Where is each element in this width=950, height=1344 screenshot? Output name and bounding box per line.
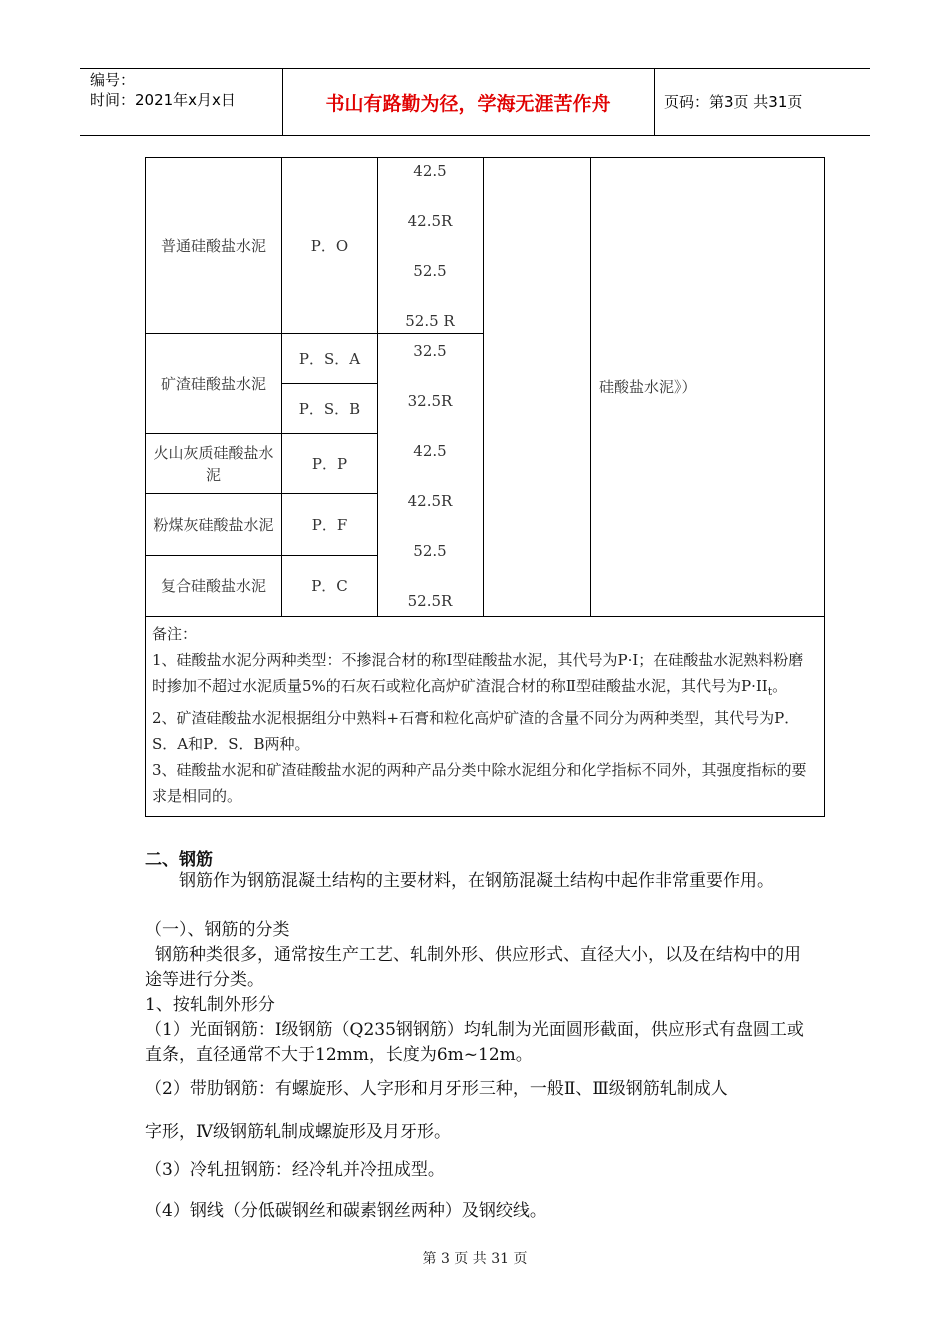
point-heading: 1、按轧制外形分 (145, 995, 275, 1015)
table-notes (152, 621, 818, 809)
rebar-type-item: （3）冷轧扭钢筋：经冷轧并冷扭成型。 (145, 1160, 445, 1180)
notes-item: 1、硅酸盐水泥分两种类型：不掺混合材的称Ⅰ型硅酸盐水泥，其代号为P·I；在硅酸盐水泥熟料粉磨时掺加不超过水泥质量5%的石灰石或粒化高炉矿渣混合材的称Ⅱ型硅酸盐水泥，其代号为$P\cdot II_t$。 (152, 651, 804, 698)
table-border (145, 616, 825, 617)
sub-intro: 钢筋种类很多，通常按生产工艺、轧制外形、供应形式、直径大小，以及在结构中的用途等进行分类。 (145, 945, 801, 990)
section-heading: 二、钢筋 (145, 850, 213, 870)
strength-grade: 42.5R (407, 492, 453, 510)
rebar-type-item: （4）钢线（分低碳钢丝和碳素钢丝两种）及钢绞线。 (145, 1201, 547, 1221)
notes-item: 2、矿渣硅酸盐水泥根据组分中熟料+石膏和粒化高炉矿渣的含量不同分为两种类型，其代号为P．S．A和P．S．B两种。 (152, 709, 800, 753)
notes-item: 3、硅酸盐水泥和矿渣硅酸盐水泥的两种产品分类中除水泥组分和化学指标不同外，其强度指标的要求是相同的。 (152, 761, 807, 805)
strength-grade: 52.5R (407, 592, 453, 610)
strength-grade: 52.5 (413, 542, 447, 560)
rebar-type-item: （1）光面钢筋：I级钢筋（Q235钢钢筋）均轧制为光面圆形截面，供应形式有盘圆工或直条，直径通常不大于12mm，长度为6m~12m。 (145, 1020, 804, 1065)
header-motto: 书山有路勤为径，学海无涯苦作舟 (325, 92, 611, 115)
notes-title: 备注： (152, 625, 198, 643)
cement-code-cell: P．F (311, 515, 348, 534)
sub-heading: （一）、钢筋的分类 (145, 920, 290, 940)
cement-code-cell: P．S．A (298, 349, 361, 368)
page-footer: 第 3 页 共 31 页 (422, 1251, 528, 1267)
standard-cell: 硅酸盐水泥》） (599, 378, 697, 396)
strength-grade: 42.5 (413, 442, 447, 460)
strength-grade: 52.5 (413, 262, 447, 280)
cement-name-cell: 复合硅酸盐水泥 (160, 577, 266, 595)
table-border (145, 816, 825, 817)
cement-code-cell: P．S．B (298, 399, 361, 418)
table-border (824, 157, 825, 817)
section-intro: 钢筋作为钢筋混凝土结构的主要材料，在钢筋混凝土结构中起作非常重要作用。 (179, 871, 774, 891)
cement-code-cell: P．P (311, 454, 348, 473)
cement-name-cell: 粉煤灰硅酸盐水泥 (153, 515, 274, 534)
cement-code-cell: P．O (310, 236, 349, 255)
cement-name-cell: 矿渣硅酸盐水泥 (160, 374, 266, 393)
cement-name-cell: 火山灰质硅酸盐水泥 (153, 443, 274, 484)
strength-grade: 32.5 (413, 342, 447, 360)
notes-item-text: 1、硅酸盐水泥分两种类型：不掺混合材的称Ⅰ型硅酸盐水泥，其代号为P·I；在硅酸盐水泥熟料粉磨时掺加不超过水泥质量5%的石灰石或粒化高炉矿渣混合材的称Ⅱ型硅酸盐水泥，其代号为P·II (152, 651, 804, 695)
cement-code-cell: P．C (311, 577, 348, 595)
header-number-label: 编号： (90, 71, 136, 89)
strength-grade: 52.5 R (405, 312, 455, 330)
rebar-type-item: 字形，Ⅳ级钢筋轧制成螺旋形及月牙形。 (145, 1122, 451, 1142)
header-page-label: 页码：第3页 共31页 (664, 93, 803, 111)
table-border (483, 157, 484, 617)
rebar-type-item: （2）带肋钢筋：有螺旋形、人字形和月牙形三种，一般Ⅱ、Ⅲ级钢筋轧制成人 (145, 1079, 728, 1099)
notes-item-suffix: 。 (772, 677, 788, 695)
strength-grade: 32.5R (407, 392, 453, 410)
cement-name-cell: 普通硅酸盐水泥 (160, 236, 266, 255)
header-time-label: 时间：2021年x月x日 (90, 91, 236, 109)
header-divider-2 (654, 68, 655, 136)
strength-grade: 42.5R (407, 212, 453, 230)
strength-grade: 42.5 (413, 162, 447, 180)
